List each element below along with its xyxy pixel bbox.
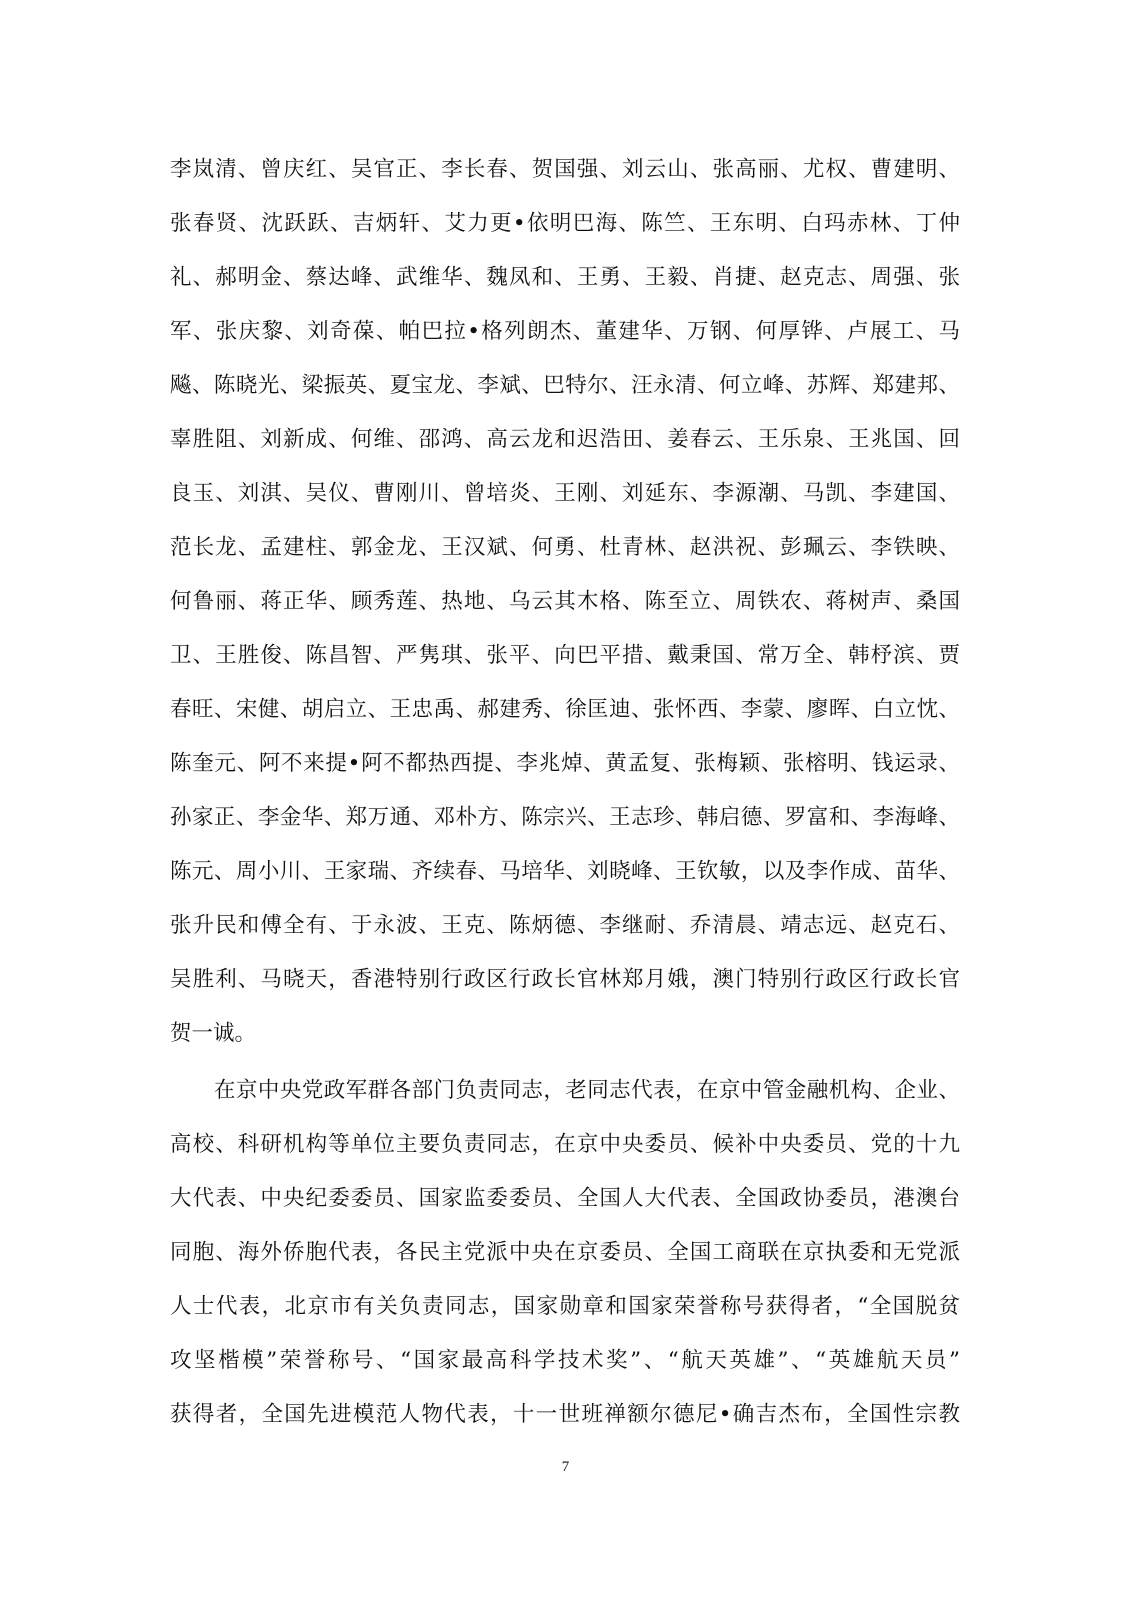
page-number: 7 bbox=[561, 1459, 570, 1475]
text-line: 辜胜阻、刘新成、何维、邵鸿、高云龙和迟浩田、姜春云、王乐泉、王兆国、回 bbox=[170, 427, 960, 452]
text-line: 李岚清、曾庆红、吴官正、李长春、贺国强、刘云山、张高丽、尤权、曹建明、 bbox=[170, 157, 960, 182]
text-line: 大代表、中央纪委委员、国家监委委员、全国人大代表、全国政协委员，港澳台 bbox=[170, 1186, 960, 1211]
text-line: 春旺、宋健、胡启立、王忠禹、郝建秀、徐匡迪、张怀西、李蒙、廖晖、白立忱、 bbox=[170, 697, 960, 722]
text-line: 高校、科研机构等单位主要负责同志，在京中央委员、候补中央委员、党的十九 bbox=[170, 1132, 960, 1157]
text-line: 人士代表，北京市有关负责同志，国家勋章和国家荣誉称号获得者，“全国脱贫 bbox=[170, 1294, 960, 1319]
text-line: 礼、郝明金、蔡达峰、武维华、魏凤和、王勇、王毅、肖捷、赵克志、周强、张 bbox=[170, 265, 960, 290]
text-line: 飚、陈晓光、梁振英、夏宝龙、李斌、巴特尔、汪永清、何立峰、苏辉、郑建邦、 bbox=[170, 373, 960, 398]
text-line: 获得者，全国先进模范人物代表，十一世班禅额尔德尼•确吉杰布，全国性宗教 bbox=[170, 1402, 960, 1427]
document-body bbox=[170, 143, 960, 1442]
text-line: 陈元、周小川、王家瑞、齐续春、马培华、刘晓峰、王钦敏，以及李作成、苗华、 bbox=[170, 859, 960, 884]
text-line: 在京中央党政军群各部门负责同志，老同志代表，在京中管金融机构、企业、 bbox=[214, 1078, 960, 1103]
text-line: 范长龙、孟建柱、郭金龙、王汉斌、何勇、杜青林、赵洪祝、彭珮云、李铁映、 bbox=[170, 535, 960, 560]
text-line: 张春贤、沈跃跃、吉炳轩、艾力更•依明巴海、陈竺、王东明、白玛赤林、丁仲 bbox=[170, 211, 960, 236]
text-line: 贺一诚。 bbox=[170, 1021, 257, 1046]
paragraph-1 bbox=[170, 143, 960, 1061]
paragraph-2 bbox=[170, 1064, 960, 1442]
text-line: 陈奎元、阿不来提•阿不都热西提、李兆焯、黄孟复、张梅颖、张榕明、钱运录、 bbox=[170, 751, 960, 776]
text-line: 攻坚楷模”荣誉称号、“国家最高科学技术奖”、“航天英雄”、“英雄航天员” bbox=[170, 1348, 960, 1373]
text-line: 吴胜利、马晓天，香港特别行政区行政长官林郑月娥，澳门特别行政区行政长官 bbox=[170, 967, 960, 992]
text-line: 张升民和傅全有、于永波、王克、陈炳德、李继耐、乔清晨、靖志远、赵克石、 bbox=[170, 913, 960, 938]
text-line: 军、张庆黎、刘奇葆、帕巴拉•格列朗杰、董建华、万钢、何厚铧、卢展工、马 bbox=[170, 319, 960, 344]
text-line: 何鲁丽、蒋正华、顾秀莲、热地、乌云其木格、陈至立、周铁农、蒋树声、桑国 bbox=[170, 589, 960, 614]
text-line: 良玉、刘淇、吴仪、曹刚川、曾培炎、王刚、刘延东、李源潮、马凯、李建国、 bbox=[170, 481, 960, 506]
text-line: 卫、王胜俊、陈昌智、严隽琪、张平、向巴平措、戴秉国、常万全、韩杼滨、贾 bbox=[170, 643, 960, 668]
text-line: 同胞、海外侨胞代表，各民主党派中央在京委员、全国工商联在京执委和无党派 bbox=[170, 1240, 960, 1265]
text-line: 孙家正、李金华、郑万通、邓朴方、陈宗兴、王志珍、韩启德、罗富和、李海峰、 bbox=[170, 805, 960, 830]
